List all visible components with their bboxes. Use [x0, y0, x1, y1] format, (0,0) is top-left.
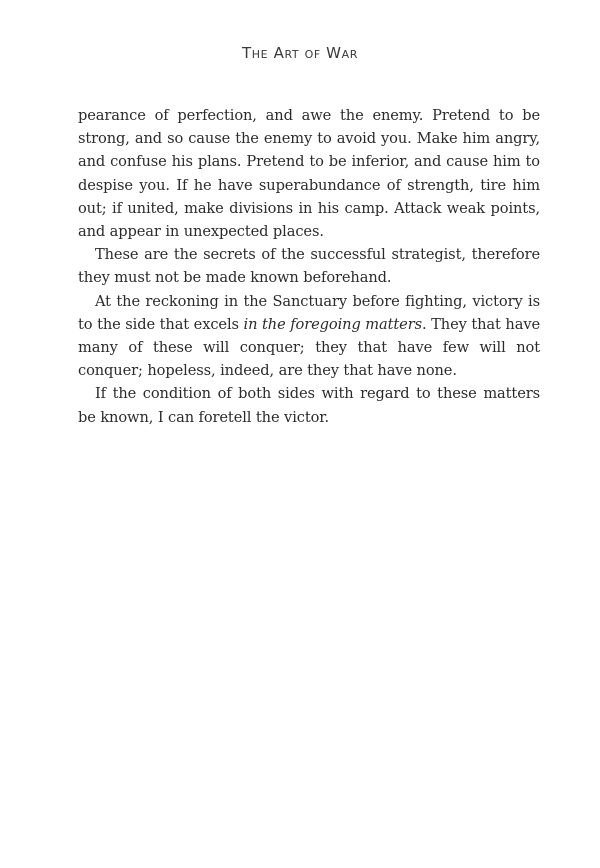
paragraph: [78, 382, 540, 428]
paragraph: [78, 243, 540, 289]
text-segment: These are the secrets of the successful strategist, therefore they must not be made known beforehand.: [78, 246, 540, 287]
body-text: [78, 104, 540, 429]
italic-text-segment: in the foregoing matters: [243, 315, 422, 333]
running-head: The Art of War: [242, 44, 358, 62]
text-segment: . They that have many of these will conquer; they that have few will not conquer; hopeless, indeed, are they that have none.: [78, 315, 540, 380]
paragraph: [78, 290, 540, 383]
text-segment: pearance of perfection, and awe the enemy. Pretend to be strong, and so cause the enemy to avoid you. Make him angry, and confuse his plans. Pretend to be inferior, and cause him to despise you. If he have superabundance of strength, tire him out; if united, make divisions in his camp. Attack weak points, and appear in unexpected places.: [78, 107, 540, 241]
text-segment: At the reckoning in the Sanctuary before fighting, victory is to the side that excels: [78, 292, 540, 333]
text-segment: If the condition of both sides with regard to these matters be known, I can foretell the victor.: [78, 385, 540, 426]
paragraph: [78, 104, 540, 243]
